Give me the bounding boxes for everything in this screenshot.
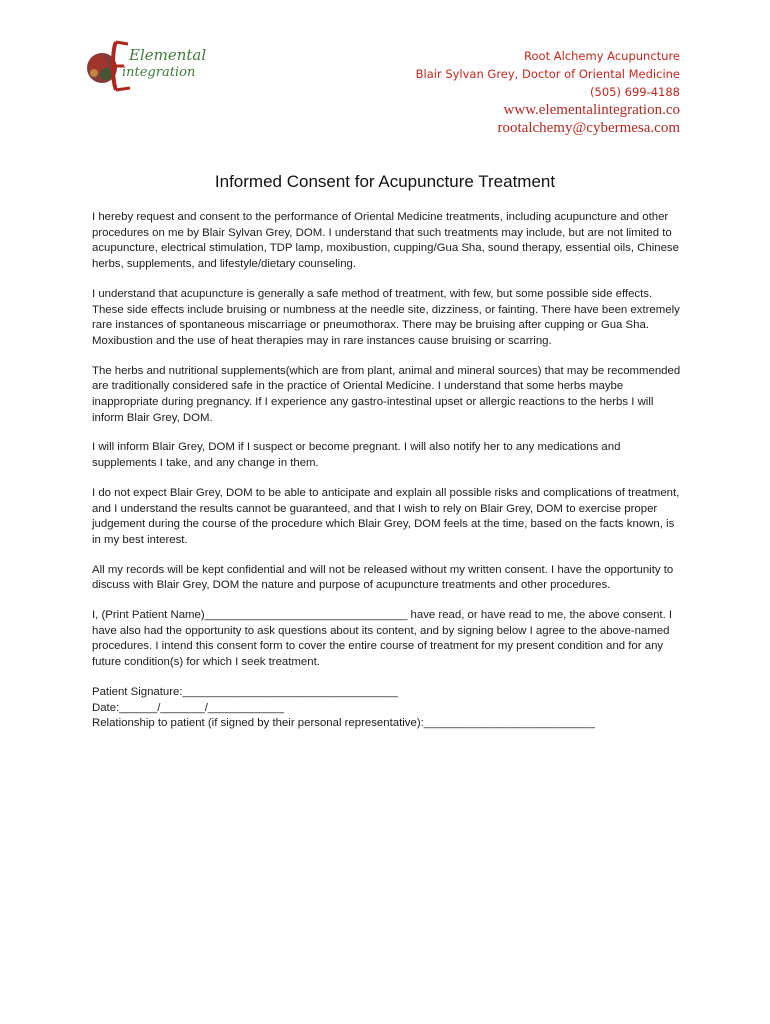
contact-block bbox=[416, 47, 680, 137]
logo-word-bottom: integration bbox=[122, 65, 196, 80]
paragraph-acknowledgement: I, (Print Patient Name)________________________________ have read, or have read to me, the above consent. I have also had the opportunity to ask questions about its content, and by signing below I agree to the above-named procedures. I intend this consent form to cover the entire course of treatment for my present condition and for any future condition(s) for which I seek treatment. bbox=[92, 609, 673, 669]
logo-word-top: Elemental bbox=[129, 46, 207, 64]
paragraph-confidentiality: All my records will be kept confidential and will not be released without my written consent. I have the opportunity to discuss with Blair Grey, DOM the nature and purpose of acupuncture treatments and other procedures. bbox=[92, 563, 674, 592]
patient-signature-line[interactable]: Patient Signature:__________________________________ bbox=[92, 685, 398, 698]
consent-body bbox=[92, 210, 682, 732]
doctor-name: Blair Sylvan Grey, Doctor of Oriental Medicine bbox=[415, 67, 680, 81]
phone-number: (505) 699-4188 bbox=[590, 85, 680, 99]
elemental-integration-logo bbox=[82, 36, 212, 96]
logo-graphic bbox=[82, 36, 212, 96]
practice-name: Root Alchemy Acupuncture bbox=[524, 49, 680, 63]
paragraph-side-effects: I understand that acupuncture is generally a safe method of treatment, with few, but some possible side effects. These side effects include bruising or numbness at the needle site, dizziness, or fainting. There have been extremely rare instances of spontaneous miscarriage or pneumothorax. There may be bruising after cupping or Gua Sha. Moxibustion and the use of heat therapies may in rare instances cause bruising or scarring. bbox=[92, 287, 680, 347]
paragraph-pregnancy: I will inform Blair Grey, DOM if I suspect or become pregnant. I will also notify her to any medications and supplements I take, and any change in them. bbox=[92, 441, 621, 470]
email-link[interactable]: rootalchemy@cybermesa.com bbox=[497, 120, 680, 136]
date-line[interactable]: Date:______/_______/____________ bbox=[92, 701, 284, 714]
document-title: Informed Consent for Acupuncture Treatment bbox=[214, 172, 556, 191]
paragraph-risks: I do not expect Blair Grey, DOM to be able to anticipate and explain all possible risks and complications of treatment, and I understand the results cannot be guaranteed, and that I wish to rely on Blair Grey, DOM to exercise proper judgement during the course of the procedure which Blair Grey, DOM feels at the time, based on the facts known, is in my best interest. bbox=[92, 486, 680, 546]
website-link[interactable]: www.elementalintegration.co bbox=[503, 102, 680, 118]
paragraph-request: I hereby request and consent to the performance of Oriental Medicine treatments, including acupuncture and other procedures on me by Blair Sylvan Grey, DOM. I understand that such treatments may include, but are not limited to acupuncture, electrical stimulation, TDP lamp, moxibustion, cupping/Gua Sha, sound therapy, essential oils, Chinese herbs, supplements, and lifestyle/dietary counseling. bbox=[92, 211, 679, 271]
paragraph-herbs: The herbs and nutritional supplements(which are from plant, animal and mineral sources) that may be recommended are traditionally considered safe in the practice of Oriental Medicine. I understand that some herbs maybe inappropriate during pregnancy. If I experience any gastro-intestinal upset or allergic reactions to the herbs I will inform Blair Grey, DOM. bbox=[92, 364, 681, 424]
relationship-line[interactable]: Relationship to patient (if signed by their personal representative):___________________________ bbox=[92, 717, 595, 730]
